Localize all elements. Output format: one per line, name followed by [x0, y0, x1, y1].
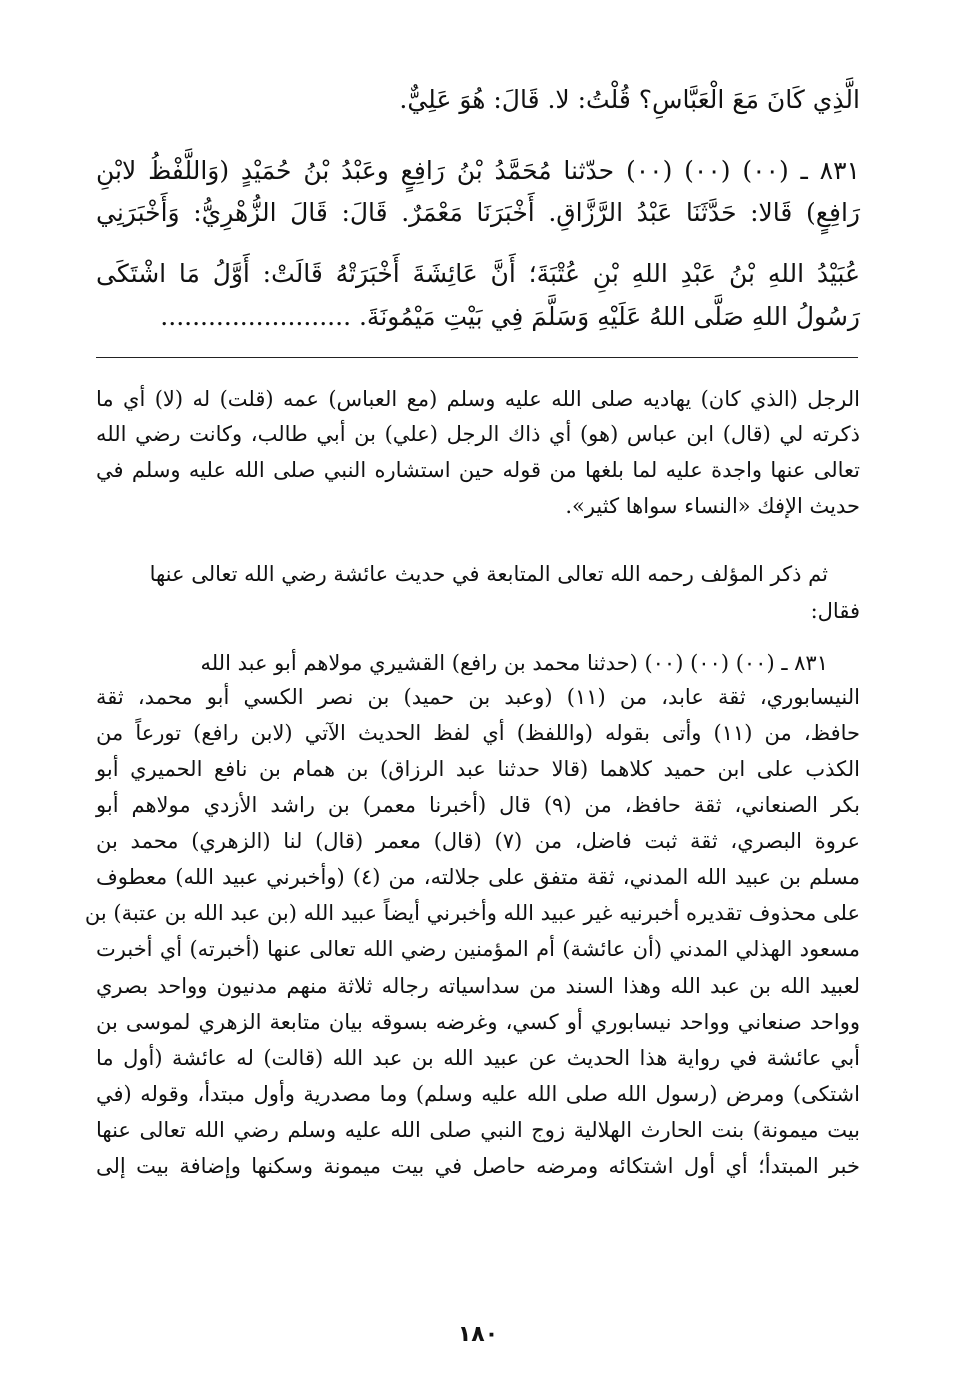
commentary-line: تعالى عنها واجدة عليه لما بلغها من قوله حين استشاره النبي صلى الله عليه وسلم في	[96, 458, 860, 482]
commentary-line: وواحد صنعاني وواحد نيسابوري أو كسي، وغرضه بسوقه بيان متابعة الزهري لموسى بن	[96, 1010, 860, 1034]
commentary-line: حافظ، من (١١) وأتى بقوله (واللفظ) أي لفظ الحديث الآتي (لابن رافع) تورعاً من	[96, 721, 860, 745]
commentary-line: حديث الإفك «النساء سواها كثير».	[565, 494, 860, 518]
commentary-line: الرجل (الذي كان) يهاديه صلى الله عليه وسلم (مع العباس) عمه (قلت) له (لا) أي ما	[96, 387, 860, 411]
commentary-line: ثم ذكر المؤلف رحمه الله تعالى المتابعة في حديث عائشة رضي الله تعالى عنها	[149, 562, 828, 586]
hadith-line: عُبَيْدُ اللهِ بْنُ عَبْدِ اللهِ بْنِ عُتْبَةَ؛ أَنَّ عَائِشَةَ أَخْبَرَتْهُ قَالَتْ: أَوَّلُ مَا اشْتَكَى	[96, 259, 860, 288]
commentary-line: خبر المبتدأ؛ أي أول اشتكائه ومرضه حاصل في بيت ميمونة وسكنها وإضافة بيت إلى	[96, 1154, 860, 1178]
commentary-line: على محذوف تقديره أخبرنيه غير عبيد الله وأخبرني أيضاً عبيد الله (بن عبد الله بن عتبة) بن	[84, 901, 860, 925]
commentary-line: النيسابوري، ثقة عابد، من (١١) (وعبد بن حميد) بن نصر الكسي أبو محمد، ثقة	[96, 685, 860, 709]
page-number: ١٨٠	[457, 1322, 499, 1347]
hadith-line: ٨٣١ ـ (٠٠) (٠٠) (٠٠) حدّثنا مُحَمَّدُ بْنُ رَافِعٍ وعَبْدُ بْنُ حُمَيْدٍ (وَاللَّفْظُ لابْنِ	[96, 156, 860, 185]
commentary-line: بيت ميمونة) بنت الحارث الهلالية زوج النبي صلى الله عليه وسلم رضي الله تعالى عنها	[96, 1118, 860, 1142]
divider-rule	[96, 357, 858, 358]
commentary-line: الكذب على ابن حميد كلاهما (قالا حدثنا عبد الرزاق) بن همام بن نافع الحميري أبو	[96, 757, 860, 781]
commentary-line: ٨٣١ ـ (٠٠) (٠٠) (٠٠) (حدثنا محمد بن رافع) القشيري مولاهم أبو عبد الله	[200, 651, 828, 675]
hadith-line: الَّذِي كَانَ مَعَ الْعَبَّاسِ؟ قُلْتُ: لا. قَالَ: هُوَ عَلِيٌّ.	[399, 85, 860, 114]
commentary-line: مسعود الهذلي المدني (أن عائشة) أم المؤمنين رضي الله تعالى عنها (أخبرته) أي أخبرت	[96, 937, 860, 961]
commentary-line: اشتكى) ومرض (رسول الله صلى الله عليه وسلم) وما مصدرية وأول مبتدأ، وقوله (في	[96, 1082, 860, 1106]
commentary-line: فقال:	[810, 599, 860, 623]
commentary-line: بكر الصنعاني، ثقة حافظ، من (٩) قال (أخبرنا معمر) بن راشد الأزدي مولاهم أبو	[96, 793, 860, 817]
hadith-line: رَسُولُ اللهِ صَلَّى اللهُ عَلَيْهِ وَسَلَّمَ فِي بَيْتِ مَيْمُونَةَ. ........................	[160, 302, 860, 331]
commentary-line: مسلم بن عبيد الله المدني، ثقة متفق على جلالته، من (٤) (وأخبرني عبيد الله) معطوف	[96, 865, 860, 889]
hadith-line: رَافِعٍ) قَالا: حَدَّثَنَا عَبْدُ الرَّزَّاقِ. أَخْبَرَنَا مَعْمَرٌ. قَالَ: قَالَ الزُّهْرِيُّ: وَأَخْبَرَنِي	[96, 198, 860, 227]
commentary-line: أبي عائشة في رواية هذا الحديث عن عبيد الله بن عبد الله (قالت) له عائشة (أول ما	[96, 1046, 860, 1070]
commentary-line: ذكرته لي (قال) ابن عباس (هو) أي ذاك الرجل (علي) بن أبي طالب، وكانت رضي الله	[96, 422, 860, 446]
commentary-line: عروة البصري، ثقة ثبت فاضل، من (٧) (قال) معمر (قال) لنا (الزهري) محمد بن	[96, 829, 860, 853]
commentary-line: لعبيد الله بن عبد الله وهذا السند من سداسياته رجاله ثلاثة منهم مدنيون وواحد بصري	[96, 974, 860, 998]
